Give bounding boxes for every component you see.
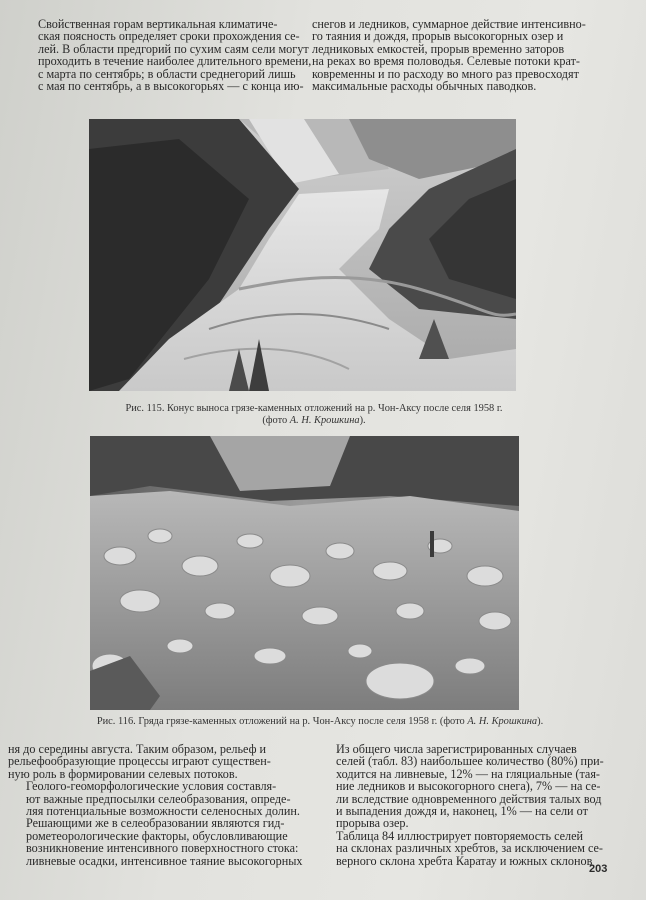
text-line: проходить в течение наиболее длительного времени, bbox=[38, 54, 312, 69]
text-line: ную роль в формировании селевых потоков. bbox=[8, 766, 238, 781]
text-line: ковременны и по расходу во много раз превосходят bbox=[312, 66, 579, 81]
caption-author: А. Н. Крошкина bbox=[467, 716, 538, 727]
text-line: верного склона хребта Каратау и южных склонов bbox=[336, 853, 593, 868]
caption-prefix: (фото bbox=[262, 415, 288, 426]
caption-suffix: ). bbox=[359, 415, 366, 426]
text-line: с мая по сентябрь, а в высокогорьях — с конца ию- bbox=[38, 79, 304, 94]
text-column-top-left bbox=[20, 17, 312, 94]
text-column-top-right bbox=[312, 18, 620, 92]
page-number: 203 bbox=[589, 863, 608, 875]
text-line: ние ледников и высокогорного снега), 7% — на се- bbox=[336, 779, 601, 794]
text-line: ляя потенциальные возможности селеносных долин. bbox=[26, 804, 300, 819]
text-line: ходится на ливневые, 12% — на гляциальные (тая- bbox=[336, 766, 600, 781]
text-line: рометеорологические факторы, обусловливающие bbox=[26, 828, 288, 843]
text-line: максимальные расходы обычных паводков. bbox=[312, 79, 537, 94]
figure-caption-116 bbox=[40, 716, 600, 728]
text-line: Геолого-геоморфологические условия составля- bbox=[26, 779, 277, 794]
caption-suffix: ). bbox=[537, 716, 544, 727]
text-line: снегов и ледников, суммарное действие интенсивно- bbox=[312, 17, 586, 31]
text-line: и выпадения дождя и, наконец, 1% — на сели от bbox=[336, 804, 588, 819]
text-line: лей. В области предгорий по сухим саям сели могут bbox=[38, 41, 309, 56]
text-line: на реках во время половодья. Селевые потоки крат- bbox=[312, 54, 580, 69]
text-line: возникновение интенсивного поверхностного стока: bbox=[26, 841, 299, 856]
text-line: ли вследствие одновременного действия талых вод bbox=[336, 791, 602, 806]
caption-line: Рис. 115. Конус выноса грязе-каменных отложений на р. Чон-Аксу после селя 1958 г. bbox=[125, 403, 503, 414]
caption-author: А. Н. Крошкина bbox=[289, 415, 360, 426]
photo-debris-ridge bbox=[90, 436, 519, 710]
text-line: ледниковых емкостей, прорыв временно заторов bbox=[312, 41, 565, 56]
text-line: Таблица 84 иллюстрирует повторяемость селей bbox=[336, 828, 584, 843]
photo-mudflow-fan bbox=[89, 119, 516, 391]
text-line: селей (табл. 83) наибольшее количество (80%) при- bbox=[336, 754, 604, 769]
text-line: ская поясность определяет сроки прохождения се- bbox=[38, 29, 300, 44]
caption-prefix: Рис. 116. Гряда грязе-каменных отложений на р. Чон-Аксу после селя 1958 г. (фото bbox=[96, 716, 465, 727]
caption-line bbox=[88, 415, 540, 427]
text-line: на склонах различных хребтов, за исключением се- bbox=[336, 841, 603, 856]
text-line: ня до середины августа. Таким образом, рельеф и bbox=[8, 742, 267, 756]
photo-mudflow-fan-image bbox=[89, 119, 516, 391]
text-line: ют важные предпосылки селеобразования, опреде- bbox=[26, 791, 291, 806]
text-line: Свойственная горам вертикальная климатиче- bbox=[38, 17, 278, 31]
text-column-bottom-right bbox=[318, 743, 624, 867]
text-line: Решающими же в селеобразовании являются гид- bbox=[26, 816, 285, 831]
photo-debris-ridge-image bbox=[90, 436, 519, 710]
text-line: с марта по сентябрь; в области среднегорий лишь bbox=[38, 66, 296, 81]
text-line: прорыва озер. bbox=[336, 816, 409, 831]
text-line: Из общего числа зарегистрированных случаев bbox=[336, 742, 577, 756]
text-column-bottom-left bbox=[8, 743, 308, 867]
text-line: ливневые осадки, интенсивное таяние высокогорных bbox=[26, 853, 303, 868]
figure-caption-115 bbox=[88, 403, 540, 427]
text-line: го таяния и дождя, прорыв высокогорных озер и bbox=[312, 29, 564, 44]
text-line: рельефообразующие процессы играют существен- bbox=[8, 754, 271, 769]
